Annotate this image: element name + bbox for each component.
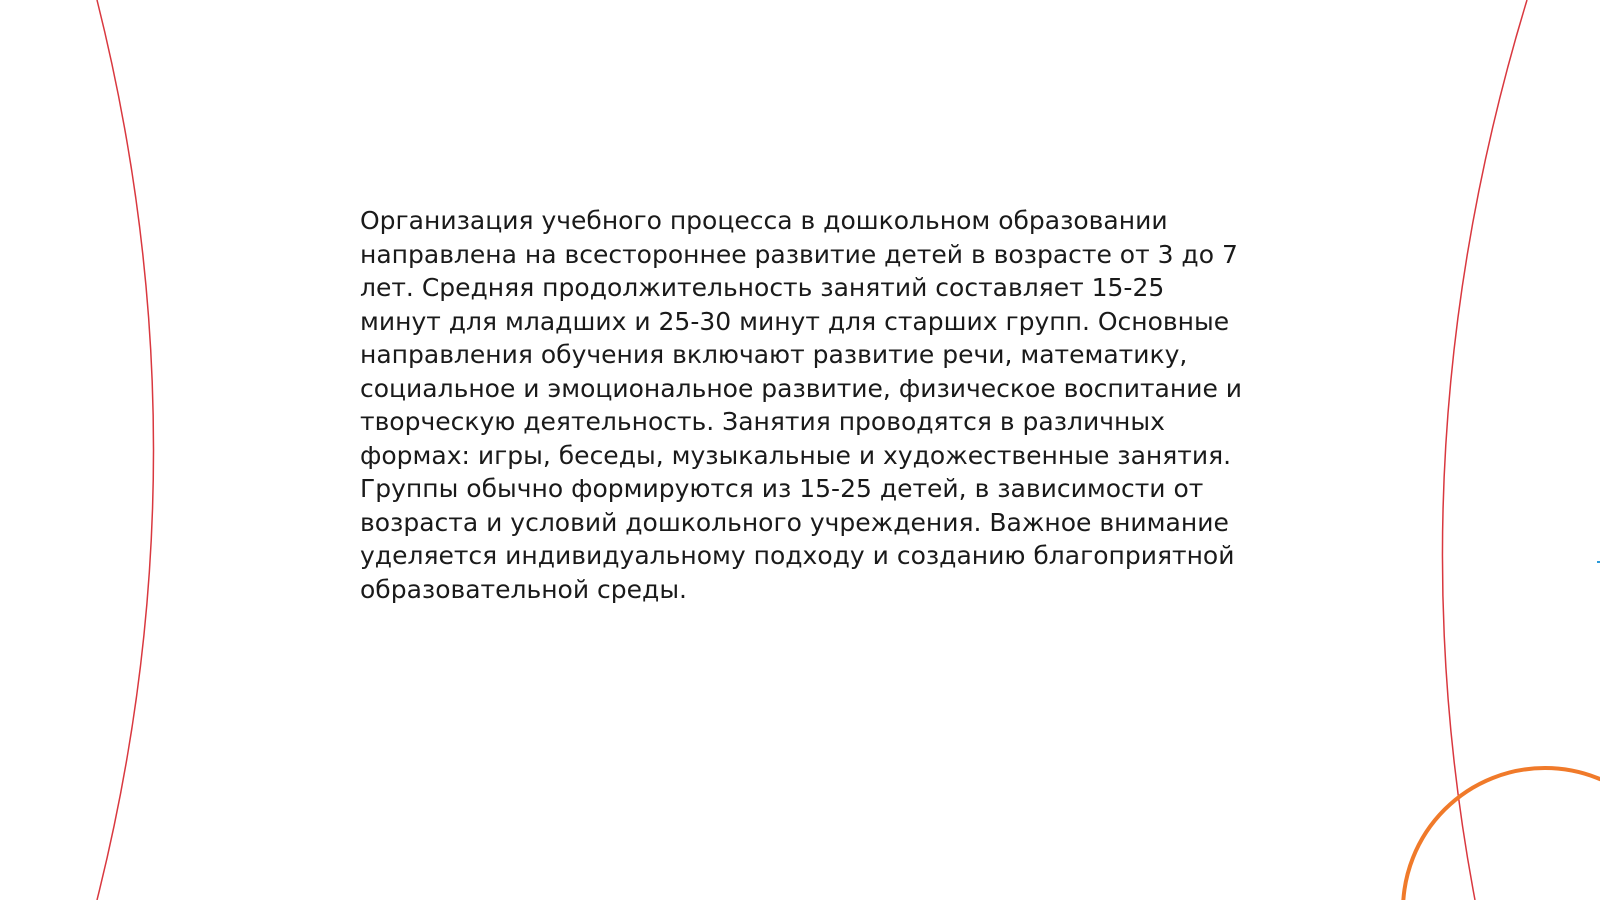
right-curve-line (1442, 0, 1527, 900)
body-paragraph: Организация учебного процесса в дошкольном образовании направлена на всестороннее развитие детей в возрасте от 3 до 7 лет. Средняя продолжительность занятий составляет 15-25 минут для младших и 25-30 минут для старших групп. Основные направления обучения включают развитие речи, математику, социальное и эмоциональное развитие, физическое воспитание и творческую деятельность. Занятия проводятся в различных формах: игры, беседы, музыкальные и художественные занятия. Группы обычно формируются из 15-25 детей, в зависимости от возраста и условий дошкольного учреждения. Важное внимание уделяется индивидуальному подходу и созданию благоприятной образовательной среды. (360, 206, 1243, 604)
orange-accent-circle (1403, 768, 1600, 900)
left-curve-line (97, 0, 154, 900)
